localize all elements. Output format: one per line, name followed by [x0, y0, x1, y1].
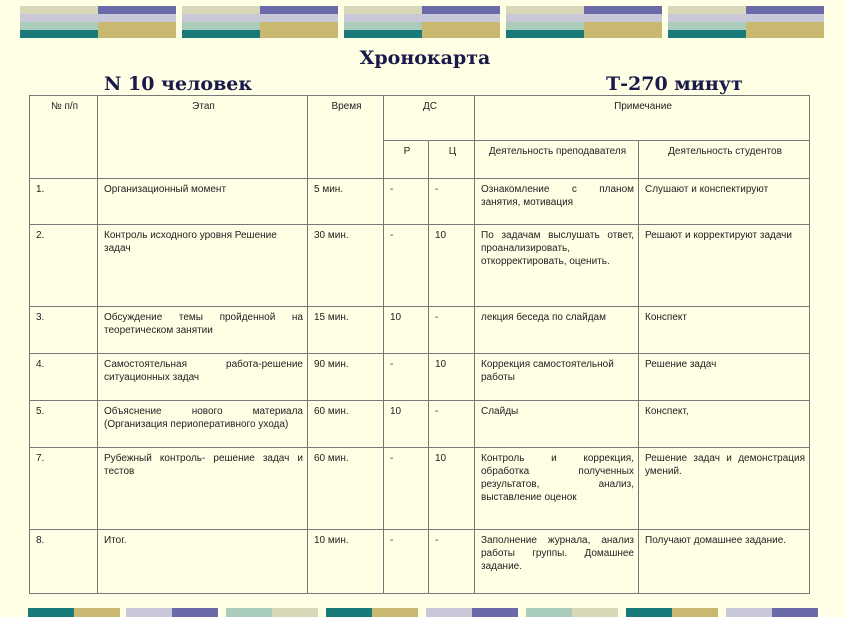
col-ds-header: ДС: [384, 96, 475, 141]
row-stage: Итог.: [98, 530, 308, 594]
row-teacher: Контроль и коррекция, обработка полученных результатов, анализ, выставление оценок: [475, 448, 639, 530]
row-teacher: Коррекция самостоятельной работы: [475, 354, 639, 401]
row-students: Получают домашнее задание.: [639, 530, 810, 594]
col-time-header: Время: [308, 96, 384, 179]
row-ds-r: -: [384, 225, 429, 307]
row-ds-c: -: [429, 179, 475, 225]
top-decoration: [0, 6, 845, 38]
group-size: N 10 человек: [104, 73, 253, 95]
total-duration: Т-270 минут: [606, 73, 743, 95]
row-time: 30 мин.: [308, 225, 384, 307]
row-students: Решают и корректируют задачи: [639, 225, 810, 307]
table-row: [30, 225, 810, 307]
deco-block: [20, 6, 176, 38]
row-ds-c: 10: [429, 225, 475, 307]
row-time: 15 мин.: [308, 307, 384, 354]
row-number: 7.: [30, 448, 98, 530]
row-time: 60 мин.: [308, 401, 384, 448]
bottom-decoration: [0, 608, 845, 617]
row-number: 8.: [30, 530, 98, 594]
table-row: [30, 401, 810, 448]
row-teacher: Заполнение журнала, анализ работы группы. Домашнее задание.: [475, 530, 639, 594]
row-ds-r: -: [384, 179, 429, 225]
row-stage: Организационный момент: [98, 179, 308, 225]
row-ds-c: -: [429, 530, 475, 594]
col-ds-r-header: Р: [384, 141, 429, 179]
row-time: 90 мин.: [308, 354, 384, 401]
page-title: Хронокарта: [359, 47, 491, 69]
row-number: 5.: [30, 401, 98, 448]
deco-block: [668, 6, 824, 38]
row-stage: Обсуждение темы пройденной на теоретическом занятии: [98, 307, 308, 354]
row-teacher: лекция беседа по слайдам: [475, 307, 639, 354]
table-row: [30, 354, 810, 401]
row-ds-r: 10: [384, 401, 429, 448]
row-time: 10 мин.: [308, 530, 384, 594]
col-stage-header: Этап: [98, 96, 308, 179]
row-students: Решение задач и демонстрация умений.: [639, 448, 810, 530]
chronocard-table: [29, 95, 810, 594]
row-teacher: По задачам выслушать ответ, проанализировать, откорректировать, оценить.: [475, 225, 639, 307]
row-time: 5 мин.: [308, 179, 384, 225]
row-ds-c: -: [429, 307, 475, 354]
row-ds-r: -: [384, 354, 429, 401]
row-students: Конспект,: [639, 401, 810, 448]
row-ds-r: -: [384, 448, 429, 530]
row-ds-c: -: [429, 401, 475, 448]
deco-block: [344, 6, 500, 38]
col-students-header: Деятельность студентов: [639, 141, 810, 179]
table-row: [30, 448, 810, 530]
table-row: [30, 179, 810, 225]
table-row: [30, 307, 810, 354]
row-number: 3.: [30, 307, 98, 354]
row-ds-c: 10: [429, 448, 475, 530]
row-ds-c: 10: [429, 354, 475, 401]
row-teacher: Ознакомление с планом занятия, мотивация: [475, 179, 639, 225]
row-ds-r: 10: [384, 307, 429, 354]
row-stage: Контроль исходного уровня Решение задач: [98, 225, 308, 307]
col-note-header: Примечание: [475, 96, 810, 141]
row-stage: Рубежный контроль- решение задач и тестов: [98, 448, 308, 530]
row-number: 2.: [30, 225, 98, 307]
row-students: Конспект: [639, 307, 810, 354]
row-teacher: Слайды: [475, 401, 639, 448]
row-stage: Объяснение нового материала (Организация периоперативного ухода): [98, 401, 308, 448]
row-number: 1.: [30, 179, 98, 225]
deco-block: [506, 6, 662, 38]
col-number-header: № п/п: [30, 96, 98, 179]
row-stage: Самостоятельная работа-решение ситуационных задач: [98, 354, 308, 401]
deco-block: [182, 6, 338, 38]
row-number: 4.: [30, 354, 98, 401]
row-students: Слушают и конспектируют: [639, 179, 810, 225]
row-students: Решение задач: [639, 354, 810, 401]
table-row: [30, 530, 810, 594]
row-ds-r: -: [384, 530, 429, 594]
col-teacher-header: Деятельность преподавателя: [475, 141, 639, 179]
row-time: 60 мин.: [308, 448, 384, 530]
col-ds-c-header: Ц: [429, 141, 475, 179]
header-row: [30, 96, 810, 141]
